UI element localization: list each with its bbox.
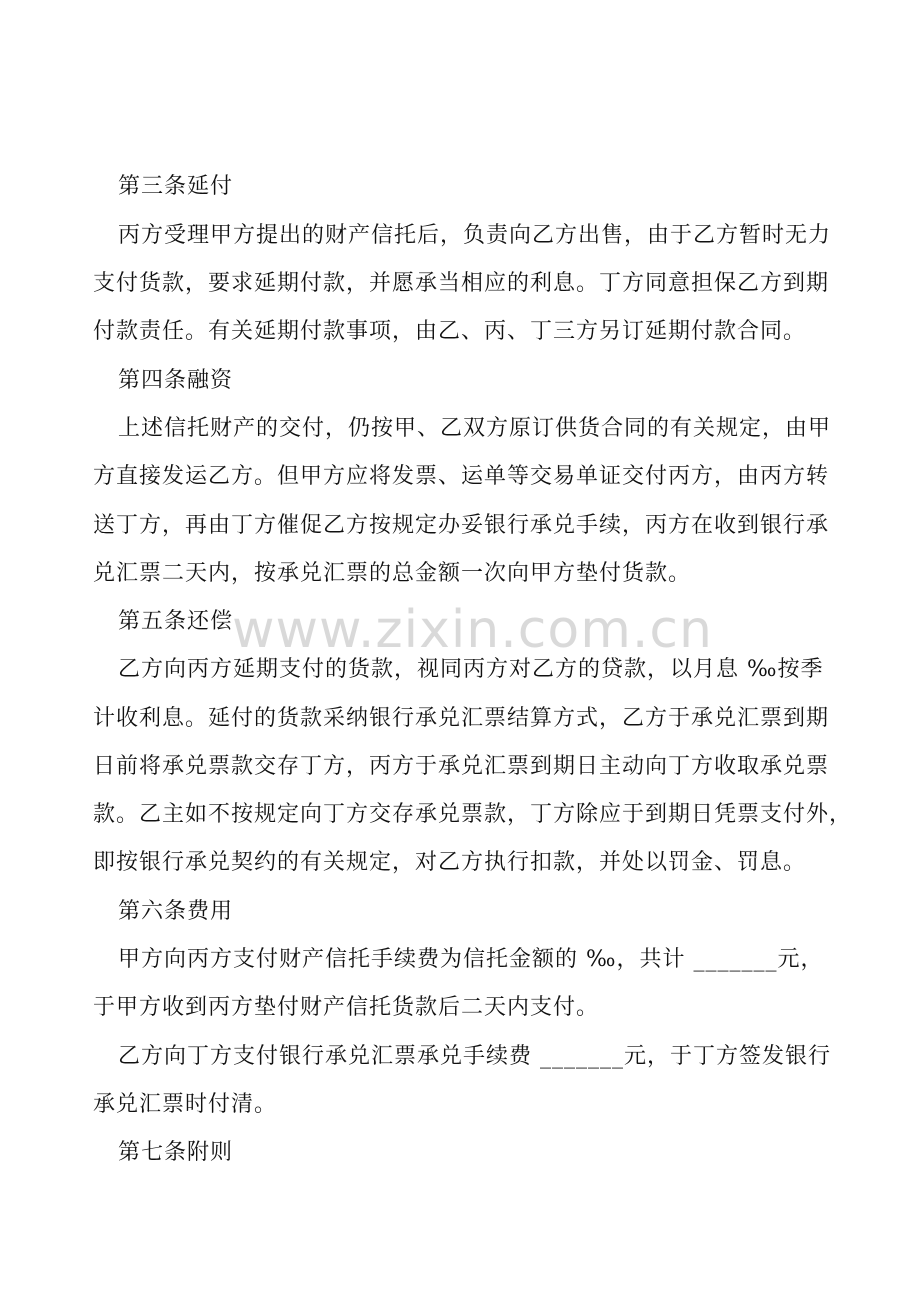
paragraph-line: 承兑汇票时付清。 [93, 1092, 278, 1117]
paragraph-line: 款。乙主如不按规定向丁方交存承兑票款，丁方除应于到期日凭票支付外， [93, 802, 853, 827]
paragraph-line: 上述信托财产的交付，仍按甲、乙双方原订供货合同的有关规定，由甲 [118, 416, 832, 441]
paragraph-line: 日前将承兑票款交存丁方，丙方于承兑汇票到期日主动向丁方收取承兑票 [93, 754, 830, 779]
paragraph-line: 支付货款，要求延期付款，并愿承当相应的利息。丁方同意担保乙方到期 [93, 271, 830, 296]
watermark: www.zixin.com.cn [232, 600, 713, 660]
paragraph-line: 计收利息。延付的货款采纳银行承兑汇票结算方式，乙方于承兑汇票到期 [93, 706, 830, 731]
paragraph-line: 送丁方，再由丁方催促乙方按规定办妥银行承兑手续，丙方在收到银行承 [93, 513, 830, 538]
paragraph-line: 付款责任。有关延期付款事项，由乙、丙、丁三方另订延期付款合同。 [93, 319, 807, 344]
article-7-heading: 第七条附则 [118, 1140, 234, 1165]
paragraph-line: 兑汇票二天内，按承兑汇票的总金额一次向甲方垫付货款。 [93, 561, 692, 586]
paragraph-line: 甲方向丙方支付财产信托手续费为信托金额的 ‰，共计 _______元， [118, 947, 824, 972]
article-4-heading: 第四条融资 [118, 368, 234, 393]
paragraph-line: 丙方受理甲方提出的财产信托后，负责向乙方出售，由于乙方暂时无力 [118, 223, 832, 248]
paragraph-line: 乙方向丁方支付银行承兑汇票承兑手续费 _______元，于丁方签发银行 [118, 1044, 831, 1069]
article-3-heading: 第三条延付 [118, 174, 234, 199]
paragraph-line: 于甲方收到丙方垫付财产信托货款后二天内支付。 [93, 995, 600, 1020]
paragraph-line: 即按银行承兑契约的有关规定，对乙方执行扣款，并处以罚金、罚息。 [93, 850, 807, 875]
article-5-heading: 第五条还偿 [118, 609, 234, 634]
paragraph-line: 方直接发运乙方。但甲方应将发票、运单等交易单证交付丙方，由丙方转 [93, 464, 830, 489]
paragraph-line: 乙方向丙方延期支付的货款，视同丙方对乙方的贷款，以月息 ‰按季 [118, 657, 824, 682]
article-6-heading: 第六条费用 [118, 899, 234, 924]
